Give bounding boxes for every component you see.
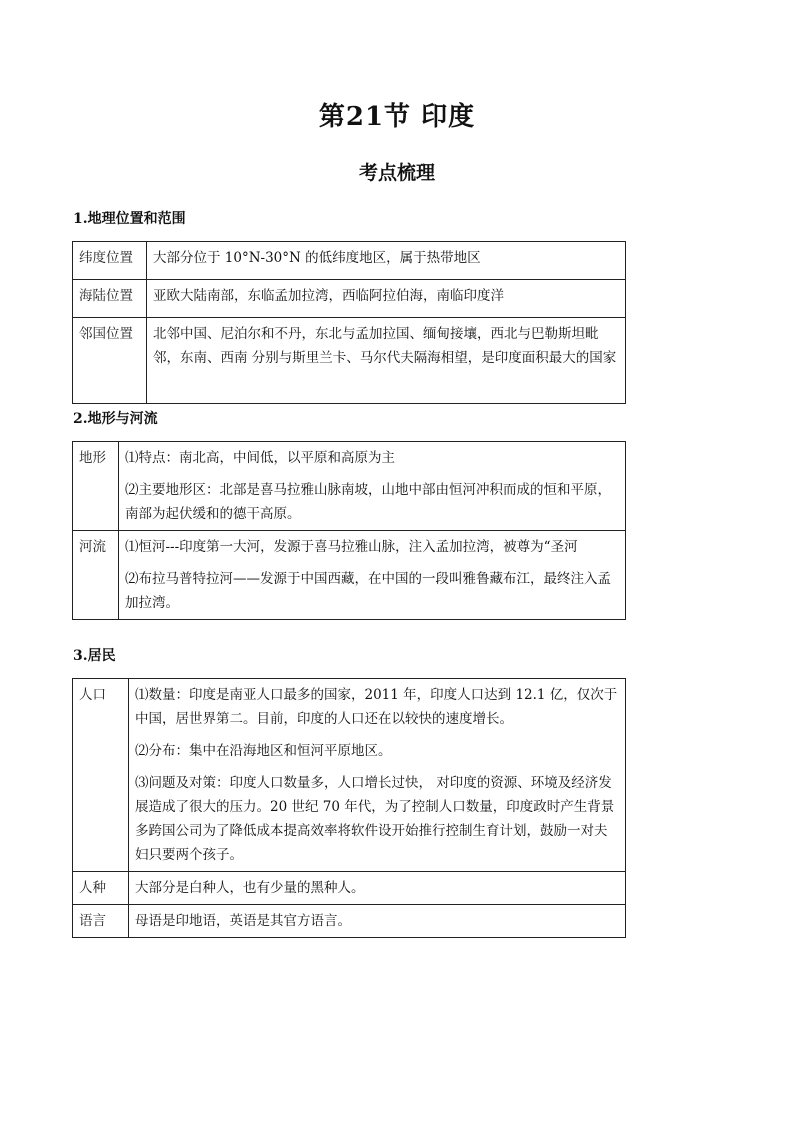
- row-text: ⑵分布：集中在沿海地区和恒河平原地区。: [135, 743, 392, 759]
- table-row: [73, 280, 626, 318]
- row-label-neighbors: 邻国位置: [73, 318, 147, 404]
- row-text: 大部分位于 10°N-30°N 的低纬度地区，属于热带地区: [153, 250, 481, 266]
- row-text: ⑵主要地形区：北部是喜马拉雅山脉南坡，山地中部由恒河冲积而成的恒和平原，南部为起伏缓和的德干高原。: [125, 482, 611, 522]
- page-subtitle: 考点梳理: [358, 162, 435, 184]
- table-row: [73, 872, 626, 905]
- row-text: ⑴恒河---印度第一大河，发源于喜马拉雅山脉，注入孟加拉湾，被尊为“圣河: [125, 539, 578, 555]
- row-label-terrain: 地形: [73, 442, 119, 531]
- table-row: [73, 531, 626, 620]
- page-title: 第21节 印度: [318, 102, 476, 132]
- table-row: [73, 442, 626, 531]
- row-text: ⑶问题及对策：印度人口数量多，人口增长过快， 对印度的资源、环境及经济发展造成了很大的压力。20 世纪 70 年代，为了控制人口数量，印度政时产生背景多跨国公司为了降低成本提高效率将软件设开始推行控制生育计划，鼓励一对夫妇只要两个孩子。: [135, 775, 615, 863]
- row-text: 母语是印地语，英语是其官方语言。: [135, 913, 351, 929]
- row-text: 亚欧大陆南部，东临孟加拉湾，西临阿拉伯海，南临印度洋: [153, 288, 504, 304]
- row-label-sea-land: 海陆位置: [73, 280, 147, 318]
- table-location: [72, 241, 626, 404]
- table-row: [73, 242, 626, 280]
- table-row: [73, 905, 626, 938]
- section-heading-location: 1.地理位置和范围: [73, 211, 186, 227]
- row-text: ⑴特点：南北高，中间低，以平原和高原为主: [125, 450, 395, 466]
- row-label-rivers: 河流: [73, 531, 119, 620]
- table-row: [73, 679, 626, 872]
- table-residents: [72, 678, 626, 938]
- table-terrain-rivers: [72, 441, 626, 620]
- row-text: 北邻中国、尼泊尔和不丹，东北与孟加拉国、缅甸接壤，西北与巴勒斯坦毗邻，东南、西南 分别与斯里兰卡、马尔代夫隔海相望，是印度面积最大的国家: [153, 326, 617, 366]
- row-label-language: 语言: [73, 905, 129, 938]
- row-text: 大部分是白种人，也有少量的黑种人。: [135, 880, 365, 896]
- section-heading-terrain-rivers: 2.地形与河流: [73, 411, 158, 427]
- section-heading-residents: 3.居民: [73, 648, 116, 664]
- row-text: ⑵布拉马普特拉河——发源于中国西藏，在中国的一段叫雅鲁藏布江，最终注入孟加拉湾。: [125, 571, 611, 611]
- row-text: ⑴数量：印度是南亚人口最多的国家，2011 年，印度人口达到 12.1 亿，仅次于中国，居世界第二。目前，印度的人口还在以较快的速度增长。: [135, 687, 618, 727]
- row-label-population: 人口: [73, 679, 129, 872]
- row-label-latitude: 纬度位置: [73, 242, 147, 280]
- row-label-race: 人种: [73, 872, 129, 905]
- table-row: [73, 318, 626, 404]
